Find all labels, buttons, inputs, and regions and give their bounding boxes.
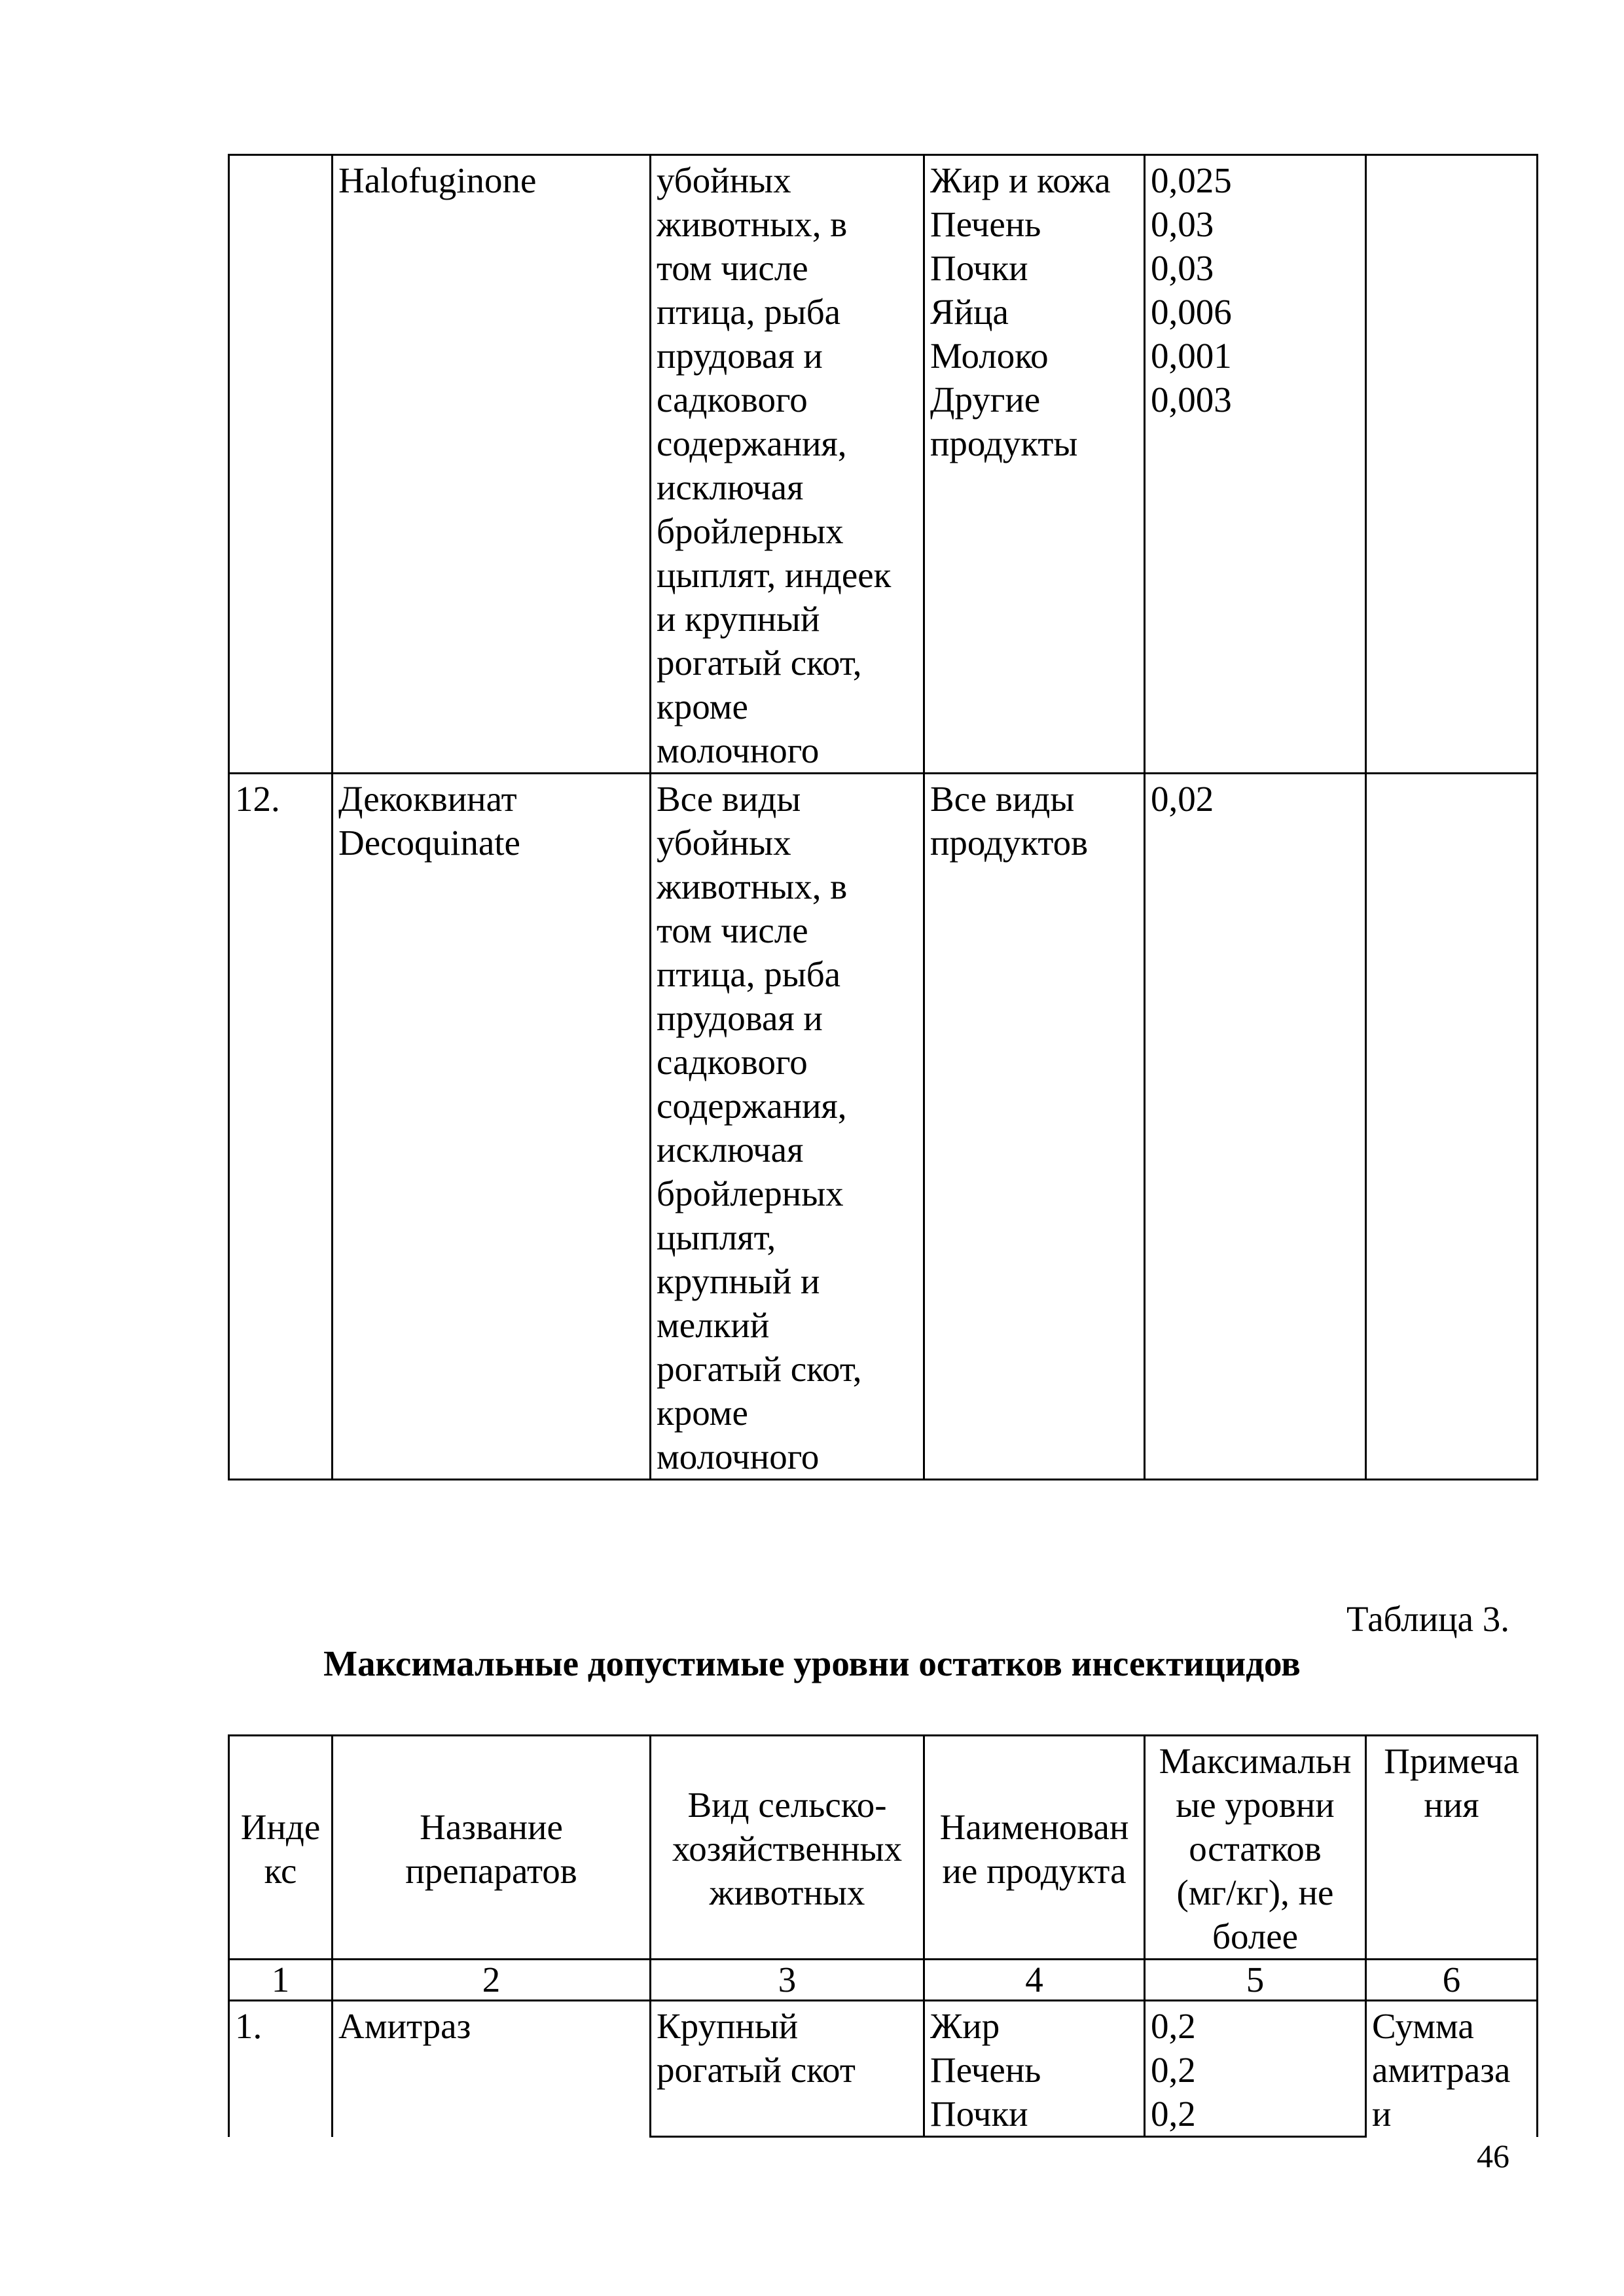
column-number: 4 [924, 1960, 1145, 2001]
cell-line: и крупный [657, 599, 820, 639]
cell-line: птица, рыба [657, 292, 841, 332]
cell-index: 12. [229, 774, 333, 1480]
cell-line: 0,2 [1151, 2006, 1196, 2046]
header-line: кс [264, 1850, 297, 1891]
cell-line: прудовая и [657, 998, 823, 1038]
cell-line: животных, в [657, 204, 848, 244]
cell-line: 0,03 [1151, 248, 1214, 288]
cell-line: Все виды [657, 779, 801, 819]
cell-species [651, 774, 924, 1480]
cell-line: Все виды [930, 779, 1075, 819]
cell-line: кроме [657, 687, 748, 726]
cell-line: исключая [657, 1130, 804, 1170]
cell-line: 0,025 [1151, 160, 1232, 200]
header-species [651, 1736, 924, 1960]
table-title: Максимальные допустимые уровни остатков инсектицидов [323, 1643, 1301, 1683]
cell-line: 0,2 [1151, 2050, 1196, 2090]
cell-line: кроме [657, 1393, 748, 1433]
cell-level [1145, 2001, 1366, 2137]
header-level [1145, 1736, 1366, 1960]
cell-line: и [1372, 2094, 1392, 2134]
cell-line: крупный и [657, 1261, 820, 1301]
header-notes [1366, 1736, 1538, 1960]
header-line: Название [420, 1806, 563, 1847]
header-line: Наименован [939, 1806, 1129, 1847]
cell-species [651, 2001, 924, 2137]
cell-line: прудовая и [657, 336, 823, 376]
cell-species [651, 155, 924, 774]
cell-line: Жир и кожа [930, 160, 1111, 200]
cell-line: рогатый скот, [657, 643, 862, 683]
table-row [229, 2001, 1538, 2137]
cell-line: 0,001 [1151, 336, 1232, 376]
header-line: Вид сельско- [687, 1785, 887, 1825]
cell-name [333, 155, 651, 774]
header-name [333, 1736, 651, 1960]
cell-line: содержания, [657, 1086, 847, 1126]
table-caption: Таблица 3. [1346, 1599, 1509, 1639]
cell-line: Halofuginone [338, 160, 537, 200]
header-product [924, 1736, 1145, 1960]
header-line: животных [709, 1873, 865, 1912]
cell-line: Амитраз [338, 2006, 471, 2046]
cell-line: амитраза [1372, 2050, 1511, 2090]
column-number: 2 [333, 1960, 651, 2001]
cell-line: Молоко [930, 336, 1049, 376]
cell-line: цыплят, [657, 1217, 776, 1257]
column-number: 6 [1366, 1960, 1538, 2001]
cell-name [333, 774, 651, 1480]
column-number-row [229, 1960, 1538, 2001]
cell-product [924, 2001, 1145, 2137]
cell-line: птица, рыба [657, 954, 841, 994]
header-line: хозяйственных [672, 1829, 903, 1869]
header-line: ния [1424, 1785, 1479, 1825]
header-line: препаратов [405, 1850, 577, 1891]
cell-name [333, 2001, 651, 2137]
cell-line: Крупный [657, 2006, 799, 2046]
cell-index: 1. [229, 2001, 333, 2137]
cell-line: цыплят, индеек [657, 555, 892, 595]
cell-line: 0,006 [1151, 292, 1232, 332]
cell-line: 0,03 [1151, 204, 1214, 244]
column-number: 1 [229, 1960, 333, 2001]
cell-line: садкового [657, 380, 808, 420]
cell-line: животных, в [657, 867, 848, 906]
cell-line: 0,003 [1151, 380, 1232, 420]
cell-line: исключая [657, 467, 804, 507]
cell-product [924, 155, 1145, 774]
header-line: остатков [1189, 1829, 1322, 1869]
cell-level [1145, 774, 1366, 1480]
cell-line: Декоквинат [338, 779, 517, 819]
cell-line: убойных [657, 160, 791, 200]
cell-line: бройлерных [657, 511, 844, 551]
cell-line: том числе [657, 910, 808, 950]
cell-line: Печень [930, 2050, 1041, 2090]
header-line: Инде [240, 1806, 321, 1847]
cell-line: Печень [930, 204, 1041, 244]
cell-line: молочного [657, 730, 820, 770]
cell-line: Почки [930, 248, 1028, 288]
cell-note [1366, 774, 1538, 1480]
cell-line: Яйца [930, 292, 1009, 332]
cell-line: мелкий [657, 1305, 770, 1345]
table-header-row [229, 1736, 1538, 1960]
table-row [229, 774, 1538, 1480]
cell-line: рогатый скот, [657, 1349, 862, 1389]
table-continuation [228, 154, 1538, 1480]
cell-line: Decoquinate [338, 823, 520, 863]
cell-line: 0,2 [1151, 2094, 1196, 2134]
table-row [229, 155, 1538, 774]
cell-line: продуктов [930, 823, 1089, 863]
header-line: (мг/кг), не [1176, 1873, 1334, 1912]
header-index [229, 1736, 333, 1960]
header-line: ые уровни [1176, 1785, 1335, 1825]
header-line: Максимальн [1159, 1741, 1352, 1781]
cell-product [924, 774, 1145, 1480]
cell-line: Другие [930, 380, 1041, 420]
cell-note [1366, 2001, 1538, 2137]
header-line: Примеча [1384, 1741, 1519, 1781]
cell-line: бройлерных [657, 1174, 844, 1213]
cell-note [1366, 155, 1538, 774]
insecticide-residue-table [228, 1734, 1538, 2138]
cell-line: Сумма [1372, 2006, 1474, 2046]
cell-line: убойных [657, 823, 791, 863]
cell-level [1145, 155, 1366, 774]
header-line: ие продукта [942, 1850, 1127, 1891]
cell-line: продукты [930, 423, 1078, 463]
cell-line: 0,02 [1151, 779, 1214, 819]
cell-line: садкового [657, 1042, 808, 1082]
cell-line: молочного [657, 1437, 820, 1477]
cell-line: том числе [657, 248, 808, 288]
column-number: 5 [1145, 1960, 1366, 2001]
cell-line: Жир [930, 2006, 1000, 2046]
cell-index [229, 155, 333, 774]
header-line: более [1212, 1916, 1299, 1956]
page-number: 46 [1477, 2138, 1509, 2174]
cell-line: содержания, [657, 423, 847, 463]
column-number: 3 [651, 1960, 924, 2001]
cell-line: Почки [930, 2094, 1028, 2134]
cell-line: рогатый скот [657, 2050, 856, 2090]
